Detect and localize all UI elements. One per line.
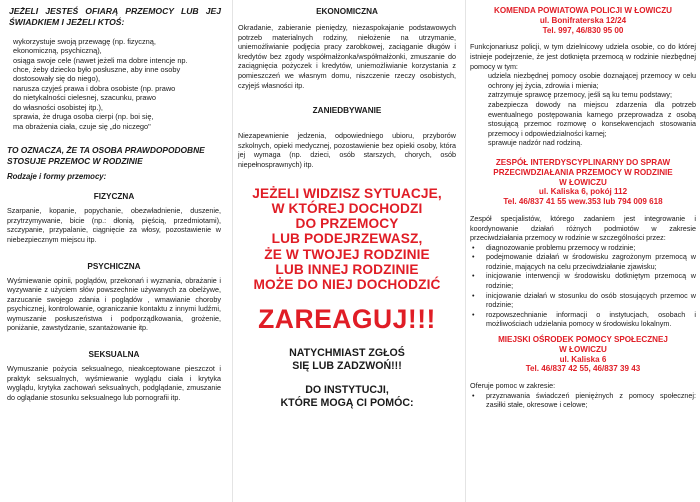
team-intro: Zespół specjalistów, którego zadaniem jest integrowanie i koordynowanie działań różnych podmiotów w zakresie przeciwdziałania przemocy w rodzinie w szczególności przez: — [470, 213, 696, 243]
mops-name-line: W ŁOWICZU — [559, 344, 607, 354]
warning-line: LUB PODEJRZEWASZ, — [271, 231, 423, 247]
list-item: ma obrażenia ciała, czuje się „do niczego" — [13, 121, 151, 131]
mops-services — [470, 391, 696, 410]
police-contact — [470, 6, 696, 35]
list-item: zatrzymuje sprawcę przemocy, jeśli są ku temu podstawy; — [488, 90, 673, 100]
list-item: zabezpiecza dowody na miejscu zdarzenia dla potrzeb ewentualnego postępowania karnego przeprowadza z osobą stosującą przemoc rozmowę o konsekwencjach stosowania przemocy i odpowiedzialności karnej; — [488, 99, 696, 138]
warning-line: MOŻE DO NIEJ DOCHODZIĆ — [253, 277, 441, 293]
fold-line-left — [232, 0, 233, 502]
list-item: • rozpowszechnianie informacji o instytucjach, osobach i możliwościach udzielania pomocy w środowisku lokalnym. — [470, 310, 696, 329]
police-address: ul. Bonifraterska 12/24 — [539, 15, 627, 25]
behaviour-list — [13, 37, 221, 132]
institutions-line: KTÓRE MOGĄ CI POMÓC: — [280, 396, 414, 409]
list-item: udziela niezbędnej pomocy osobie doznającej przemocy w celu ochrony jej życia, zdrowia i mienia; — [488, 71, 696, 90]
team-tasks — [470, 243, 696, 329]
list-item: sprawuje nadzór nad rodziną. — [488, 138, 583, 148]
team-contact — [470, 158, 696, 207]
fold-line-right — [465, 0, 466, 502]
list-item: narusza czyjeś prawa i dobra osobiste (np. prawo — [13, 83, 176, 93]
left-panel — [0, 0, 227, 502]
list-item: • diagnozowanie problemu przemocy w rodzinie; — [470, 243, 696, 253]
team-name-line: W ŁOWICZU — [559, 177, 607, 187]
mops-phone: Tel. 46/837 42 55, 46/837 39 43 — [525, 364, 641, 374]
forms-heading: Rodzaje i formy przemocy: — [7, 172, 107, 182]
psychological-text: Wyśmiewanie opinii, poglądów, przekonań i wyznania, obrażanie i wyzywanie z użyciem słów powszechnie używanych za obelżywe, zarzucanie swojego zdania i poglądów , wmawianie choroby psychicznej, kontrolowanie, ograniczanie kontaktu z innymi ludźmi, wymuszanie posłuszeństwa i podporządkowania, grożenie, poniżanie, zawstydzanie, szantażowanie itp. — [7, 275, 221, 333]
warning-line: JEŻELI WIDZISZ SYTUACJE, — [252, 185, 442, 201]
warning-line: ŻE W TWOJEJ RODZINIE — [264, 246, 430, 262]
list-item: chce, żeby dziecko było posłuszne, aby inne osoby — [13, 64, 181, 74]
list-item: wykorzystuje swoją przewagę (np. fizyczną, — [13, 36, 156, 46]
right-panel — [470, 0, 700, 502]
violence-callout: TO OZNACZA, ŻE TA OSOBA PRAWDOPODOBNE STOSUJE PRZEMOC W RODZINIE — [7, 145, 205, 167]
team-address: ul. Kaliska 6, pokój 112 — [538, 187, 628, 197]
react-headline: ZAREAGUJ!!! — [258, 303, 436, 334]
list-item: dostosowały się do niego), — [13, 74, 101, 84]
economic-heading: EKONOMICZNA — [316, 7, 378, 16]
list-item: do własności osobistej itp.), — [13, 102, 103, 112]
list-item: ekonomiczną, psychiczną), — [13, 46, 102, 56]
warning-line: W KTÓREJ DOCHODZI — [271, 200, 423, 216]
mops-name-line: MIEJSKI OŚRODEK POMOCY SPOŁECZNEJ — [498, 335, 668, 345]
intro-question: JEŻELI JESTEŚ OFIARĄ PRZEMOCY LUB JEJ ŚWIADKIEM I JEŻELI KTOŚ: — [9, 6, 221, 28]
institutions-line: DO INSTYTUCJI, — [305, 383, 389, 396]
psychological-heading: PSYCHICZNA — [87, 261, 141, 271]
mops-intro: Oferuje pomoc w zakresie: — [470, 381, 556, 391]
warning-message — [238, 186, 456, 293]
economic-text: Okradanie, zabieranie pieniędzy, niezaspokajanie podstawowych potrzeb materialnych rodziny, niełożenie na utrzymanie, uniemożliwianie podjęcia pracy zarobkowej, zaciąganie długów i kredytów bez zgody współmałżonka/współmałżonki, zmuszanie do zaciągnięcia pożyczek i kredytów, uniemożliwianie korzystania z pomieszczeń we własnym domu, niszczenie rzeczy osobistych, czyjejś własności itp. — [238, 23, 456, 90]
neglect-text: Niezapewnienie jedzenia, odpowiedniego ubioru, przyborów szkolnych, opieki medycznej, pozostawienie bez opieki osoby, która jej wymaga (np. dzieci, osób starszych, chorych, osób niepełnosprawnych) itp. — [238, 131, 456, 169]
report-line: SIĘ LUB ZADZWOŃ!!! — [292, 359, 402, 372]
warning-line: LUB INNEJ RODZINIE — [275, 262, 419, 278]
list-item: osiąga swoje cele (nawet jeżeli ma dobre intencje np. — [13, 55, 188, 65]
police-name: KOMENDA POWIATOWA POLICJI W ŁOWICZU — [493, 6, 673, 15]
warning-line: DO PRZEMOCY — [295, 216, 399, 232]
neglect-heading: ZANIEDBYWANIE — [312, 106, 382, 116]
mops-address: ul. Kaliska 6 — [559, 354, 607, 364]
list-item: • przyznawania świadczeń pieniężnych z pomocy społecznej: zasiłki stałe, okresowe i celowe; — [470, 391, 696, 410]
team-phone: Tel. 46/837 41 55 wew.353 lub 794 009 618 — [503, 197, 663, 207]
mops-contact — [470, 335, 696, 374]
police-intro: Funkcjonariusz policji, w tym dzielnicowy udziela osobie, co do której istnieje podejrzenie, że jest dotknięta przemocą w rodzinie niezbędnej pomocy w tym: — [470, 42, 696, 71]
physical-heading: FIZYCZNA — [93, 192, 135, 202]
list-item: sprawia, że druga osoba cierpi (np. boi się, — [13, 112, 154, 122]
sexual-text: Wymuszanie pożycia seksualnego, nieakceptowane pieszczot i praktyk seksualnych, wyśmiewanie wyglądu ciała i krytyka wyglądu, krytyka zachowań seksualnych, podglądanie, zmuszanie do oglądanie stosunku seksualnego lub pornografii itp. — [7, 364, 221, 402]
list-item: • podejmowanie działań w środowisku zagrożonym przemocą w rodzinie, mających na celu przeciwdziałanie zjawisku; — [470, 252, 696, 271]
list-item: • inicjowanie działań w stosunku do osób stosujących przemoc w rodzinie; — [470, 291, 696, 310]
team-name-line: PRZECIWDZIAŁANIA PRZEMOCY W RODZINIE — [493, 167, 673, 177]
list-item: • inicjowanie interwencji w środowisku dotkniętym przemocą w rodzinie; — [470, 271, 696, 290]
sexual-heading: SEKSUALNA — [88, 350, 140, 360]
list-item: do nietykalności cielesnej, szacunku, prawo — [13, 93, 156, 103]
middle-panel — [238, 0, 460, 502]
report-line: NATYCHMIAST ZGŁOŚ — [289, 346, 405, 359]
police-phone: Tel. 997, 46/830 95 00 — [542, 25, 624, 35]
physical-text: Szarpanie, kopanie, popychanie, obezwładnienie, duszenie, przytrzymywanie, bicie (np.: dłonią, pięścią, przedmiotami), szczypanie, przypalanie, ciągnięcie za włosy, pozostawienie w niebezpiecznym miejscu itp. — [7, 206, 221, 244]
police-duties — [470, 71, 696, 148]
team-name-line: ZESPÓŁ INTERDYSCYPLINARNY DO SPRAW — [495, 157, 671, 167]
